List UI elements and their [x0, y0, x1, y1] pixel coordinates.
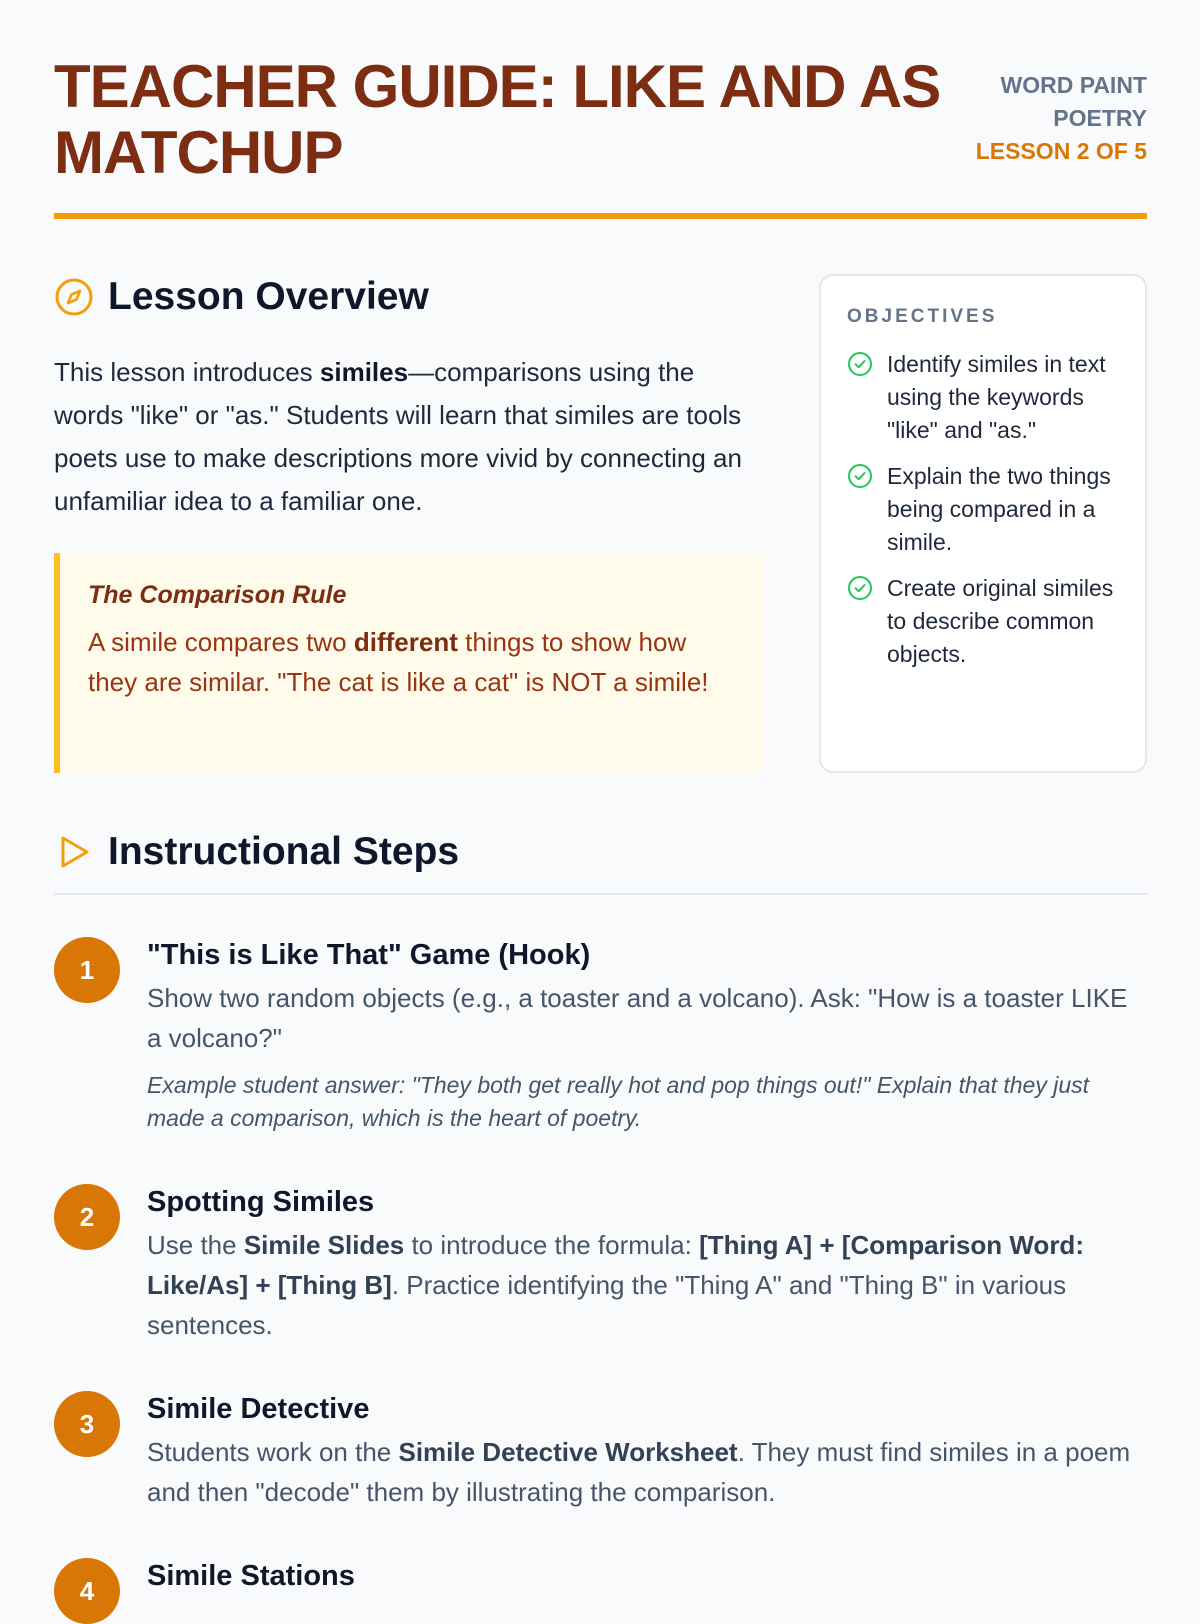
callout-text-end: things to show how they are similar. "The cat is like a cat" is NOT a simile!	[88, 627, 709, 697]
step-number-badge: 4	[54, 1558, 120, 1624]
objective-item	[847, 572, 1119, 671]
check-circle-icon	[847, 351, 873, 377]
callout-keyword: different	[353, 627, 458, 657]
header-divider	[54, 213, 1147, 219]
step-number-badge: 2	[54, 1184, 120, 1250]
step-title: "This is Like That" Game (Hook)	[147, 939, 591, 971]
check-circle-icon	[847, 463, 873, 489]
step-body	[147, 1558, 1147, 1593]
step-description: Show two random objects (e.g., a toaster and a volcano). Ask: "How is a toaster LIKE a volcano?"	[147, 983, 1128, 1053]
callout-body	[88, 622, 738, 702]
step-text: . They must find similes in a poem and then "decode" them by illustrating the comparison.	[147, 1437, 1131, 1507]
step-body	[147, 1184, 1147, 1345]
compass-icon	[54, 277, 94, 317]
step-resource: Simile Detective Worksheet	[398, 1437, 738, 1467]
step-description	[147, 1432, 1147, 1512]
series-name: WORD PAINT POETRY	[1000, 72, 1147, 131]
objectives-label: OBJECTIVES	[847, 306, 998, 327]
lesson-overview-heading	[54, 275, 764, 319]
lesson-overview-section	[54, 275, 764, 523]
comparison-rule-callout	[54, 553, 764, 773]
step-description	[147, 1225, 1147, 1345]
step-text: . Practice identifying the "Thing A" and "Thing B" in various sentences.	[147, 1270, 1067, 1340]
step-resource: Simile Slides	[243, 1230, 405, 1260]
section-title: Lesson Overview	[108, 275, 429, 318]
overview-keyword: similes	[319, 357, 409, 387]
page-header	[54, 54, 1147, 186]
step-body	[147, 1391, 1147, 1512]
objective-text: Create original similes to describe common objects.	[887, 575, 1114, 667]
overview-paragraph	[54, 351, 764, 523]
instructional-steps-heading	[54, 830, 459, 874]
objectives-card	[819, 274, 1147, 773]
play-icon	[54, 832, 94, 872]
section-divider	[54, 893, 1147, 895]
lesson-position: LESSON 2 OF 5	[975, 138, 1147, 164]
step-note: Example student answer: "They both get really hot and pop things out!" Explain that they just made a comparison, which is the heart of poetry.	[147, 1072, 1090, 1131]
callout-text-start: A simile compares two	[88, 627, 354, 657]
step-formula: [Thing A] + [Comparison Word: Like/As] + [Thing B]	[147, 1230, 1084, 1300]
step-number-badge: 3	[54, 1391, 120, 1457]
step-text: Use the	[147, 1230, 244, 1260]
series-info	[976, 69, 1147, 168]
objective-text: Explain the two things being compared in a simile.	[887, 463, 1111, 555]
section-title: Instructional Steps	[108, 830, 460, 873]
step-body	[147, 937, 1147, 1135]
callout-title: The Comparison Rule	[88, 581, 347, 609]
check-circle-icon	[847, 575, 873, 601]
step-text: to introduce the formula:	[404, 1230, 700, 1260]
step-text: Students work on the	[147, 1437, 399, 1467]
objective-text: Identify similes in text using the keywords "like" and "as."	[887, 351, 1106, 443]
step-title: Simile Detective	[147, 1393, 370, 1425]
step-title: Simile Stations	[147, 1560, 355, 1592]
objective-item	[847, 460, 1119, 559]
overview-text-start: This lesson introduces	[54, 357, 320, 387]
overview-text-end: —comparisons using the words "like" or "as." Students will learn that similes are tools poets use to make descriptions more vivid by connecting an unfamiliar idea to a familiar one.	[54, 357, 742, 516]
step-title: Spotting Similes	[147, 1186, 375, 1218]
page-title: TEACHER GUIDE: LIKE AND AS MATCHUP	[54, 53, 941, 186]
objective-item	[847, 348, 1119, 447]
step-number-badge: 1	[54, 937, 120, 1003]
